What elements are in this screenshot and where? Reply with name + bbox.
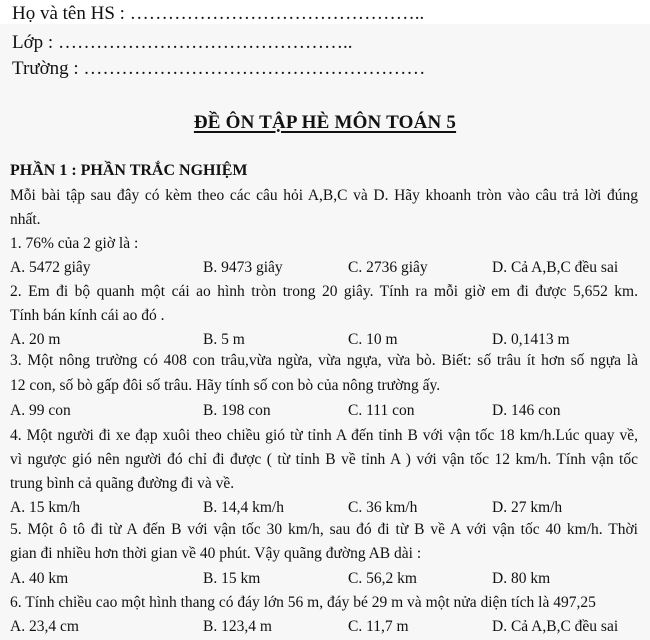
q3-option-c[interactable]: C. 111 con xyxy=(348,402,415,419)
school-label: Trường : xyxy=(12,58,79,79)
q5-option-d[interactable]: D. 80 km xyxy=(492,570,551,587)
q4-option-a[interactable]: A. 15 km/h xyxy=(10,499,81,516)
q1-option-d[interactable]: D. Cả A,B,C đều sai xyxy=(492,259,619,276)
question-2-options xyxy=(0,329,650,351)
class-label: Lớp : xyxy=(12,32,54,53)
student-name-field[interactable] xyxy=(12,2,424,26)
q5-option-b[interactable]: B. 15 km xyxy=(203,570,261,587)
q3-option-d[interactable]: D. 146 con xyxy=(492,402,561,419)
q4-option-d[interactable]: D. 27 km/h xyxy=(492,499,563,516)
q6-option-b[interactable]: B. 123,4 m xyxy=(203,618,272,635)
q6-option-d[interactable]: D. Cả A,B,C đều sai xyxy=(492,618,619,635)
question-4-text-line-3: trung bình cả quãng đường đi và về. xyxy=(10,475,235,492)
q4-option-c[interactable]: C. 36 km/h xyxy=(348,499,418,516)
q1-option-a[interactable]: A. 5472 giây xyxy=(10,259,91,276)
question-5-options xyxy=(0,568,650,590)
class-dots: ……………………………………….. xyxy=(57,32,353,53)
question-3-text-line-2: 12 con, số bò gấp đôi số trâu. Hãy tính số con bò của nông trường ấy. xyxy=(10,377,441,394)
question-5-text-line-1: 5. Một ô tô đi từ A đến B với vận tốc 30 km/h, sau đó đi từ B về A với vận tốc 40 km/h. Thời xyxy=(10,521,638,538)
q2-option-a[interactable]: A. 20 m xyxy=(10,331,61,348)
question-3-options xyxy=(0,400,650,422)
class-field[interactable] xyxy=(12,31,352,55)
q5-option-a[interactable]: A. 40 km xyxy=(10,570,69,587)
question-2-text-line-1: 2. Em đi bộ quanh một cái ao hình tròn trong 20 giây. Tính ra mỗi giờ em đi được 5,652 km. xyxy=(10,283,638,300)
instructions-line-2: nhất. xyxy=(10,211,41,228)
q6-option-a[interactable]: A. 23,4 cm xyxy=(10,618,79,635)
q6-option-c[interactable]: C. 11,7 m xyxy=(348,618,409,635)
question-1-options xyxy=(0,257,650,279)
question-4-text-line-2: vì ngược gió nên người đó chỉ đi được ( từ tỉnh B về tỉnh A ) với vận tốc 12 km/h. Tính vận tốc xyxy=(10,451,638,468)
q5-option-c[interactable]: C. 56,2 km xyxy=(348,570,417,587)
page-title: ĐỀ ÔN TẬP HÈ MÔN TOÁN 5 xyxy=(193,112,457,133)
question-4-options xyxy=(0,497,650,519)
question-1-text: 1. 76% của 2 giờ là : xyxy=(10,235,139,252)
q1-option-c[interactable]: C. 2736 giây xyxy=(348,259,428,276)
question-6-options xyxy=(0,616,650,638)
question-6-text-line-1: 6. Tính chiều cao một hình thang có đáy lớn 56 m, đáy bé 29 m và một nửa diện tích là 497,25 xyxy=(10,594,596,611)
question-3-text-line-1: 3. Một nông trường có 408 con trâu,vừa ngừa, vừa ngựa, vừa bò. Biết: số trâu ít hơn số ngựa là xyxy=(10,352,638,369)
q3-option-a[interactable]: A. 99 con xyxy=(10,402,71,419)
school-field[interactable] xyxy=(12,57,425,81)
instructions-line-1: Mỗi bài tập sau đây có kèm theo các câu hỏi A,B,C và D. Hãy khoanh tròn vào câu trả lời đúng xyxy=(10,187,638,204)
q2-option-c[interactable]: C. 10 m xyxy=(348,331,398,348)
student-name-dots: ……………………………………….. xyxy=(129,3,425,24)
q2-option-d[interactable]: D. 0,1413 m xyxy=(492,331,570,348)
question-2-text-line-2: Tính bán kính cái ao đó . xyxy=(10,307,165,324)
question-4-text-line-1: 4. Một người đi xe đạp xuôi theo chiều gió từ tỉnh A đến tỉnh B với vận tốc 18 km/h.Lúc quay về, xyxy=(10,427,638,444)
student-name-label: Họ và tên HS : xyxy=(12,3,125,24)
q2-option-b[interactable]: B. 5 m xyxy=(203,331,245,348)
question-5-text-line-2: gian đi nhiều hơn thời gian về 40 phút. Vậy quãng đường AB dài : xyxy=(10,545,422,562)
q3-option-b[interactable]: B. 198 con xyxy=(203,402,271,419)
school-dots: ……………………………………………… xyxy=(83,58,426,79)
q1-option-b[interactable]: B. 9473 giây xyxy=(203,259,283,276)
q4-option-b[interactable]: B. 14,4 km/h xyxy=(203,499,284,516)
section-heading: PHẦN 1 : PHẦN TRẮC NGHIỆM xyxy=(10,162,248,179)
